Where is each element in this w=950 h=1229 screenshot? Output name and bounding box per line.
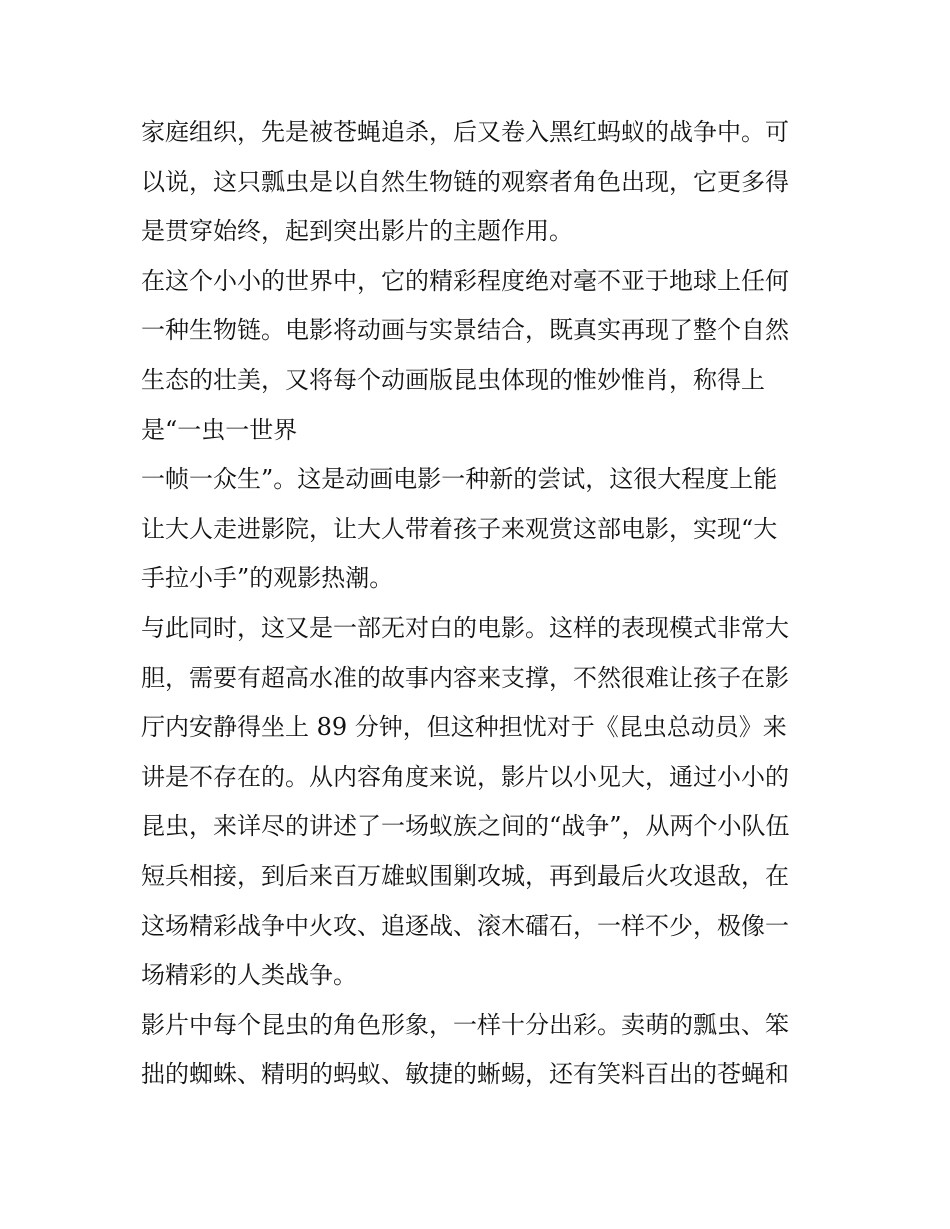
text-line: 拙的蜘蛛、精明的蚂蚁、敏捷的蜥蜴，还有笑料百出的苍蝇和: [141, 1060, 789, 1089]
text-line: 让大人走进影院，让大人带着孩子来观赏这部电影，实现“大: [141, 514, 778, 543]
body-text: [141, 108, 821, 1100]
text-line: 昆虫，来详尽的讲述了一场蚁族之间的“战争”，从两个小队伍: [141, 812, 790, 841]
text-line: 在这个小小的世界中，它的精彩程度绝对毫不亚于地球上任何: [141, 266, 789, 295]
text-line: 与此同时，这又是一部无对白的电影。这样的表现模式非常大: [141, 613, 789, 642]
text-line: 一种生物链。电影将动画与实景结合，既真实再现了整个自然: [141, 316, 789, 345]
text-line: 胆，需要有超高水准的故事内容来支撑，不然很难让孩子在影: [141, 663, 789, 692]
text-line: 短兵相接，到后来百万雄蚁围剿攻城，再到最后火攻退敌，在: [141, 861, 789, 890]
text-line: 这场精彩战争中火攻、追逐战、滚木礌石，一样不少，极像一: [141, 911, 789, 940]
text-line: 手拉小手”的观影热潮。: [141, 564, 394, 593]
text-line: 讲是不存在的。从内容角度来说，影片以小见大，通过小小的: [141, 762, 789, 791]
text-line: 生态的壮美，又将每个动画版昆虫体现的惟妙惟肖，称得上: [141, 365, 765, 394]
text-line: 一帧一众生”。这是动画电影一种新的尝试，这很大程度上能: [141, 465, 778, 494]
text-line: 是贯穿始终，起到突出影片的主题作用。: [141, 217, 573, 246]
text-line: 家庭组织，先是被苍蝇追杀，后又卷入黑红蚂蚁的战争中。可: [141, 118, 789, 146]
text-line: 是“一虫一世界: [141, 415, 298, 444]
text-line: 场精彩的人类战争。: [141, 961, 357, 990]
text-line: 以说，这只瓢虫是以自然生物链的观察者角色出现，它更多得: [141, 167, 789, 196]
text-line: 厅内安静得坐上 89 分钟，但这种担忧对于《昆虫总动员》来: [141, 713, 787, 742]
text-line: 影片中每个昆虫的角色形象，一样十分出彩。卖萌的瓢虫、笨: [141, 1010, 789, 1039]
